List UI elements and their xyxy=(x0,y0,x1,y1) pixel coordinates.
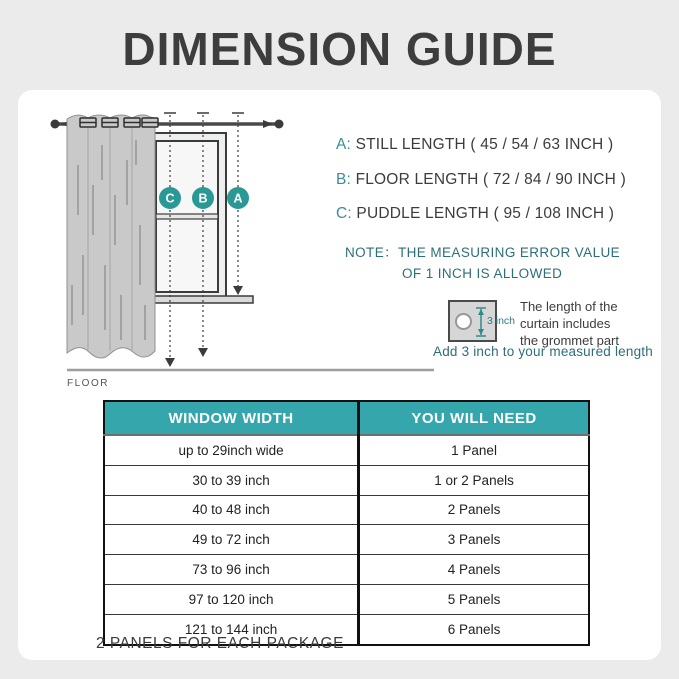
header-you-will-need: YOU WILL NEED xyxy=(359,401,589,435)
panels-cell: 5 Panels xyxy=(359,584,589,614)
table-row xyxy=(104,584,589,614)
panels-cell: 2 Panels xyxy=(359,495,589,525)
window-width-cell: up to 29inch wide xyxy=(104,435,359,465)
rod-arrow-right xyxy=(263,120,273,128)
marker-b-label: B xyxy=(198,191,208,206)
window-width-cell: 49 to 72 inch xyxy=(104,525,359,555)
note-label: NOTE： xyxy=(345,245,399,260)
window-width-cell: 40 to 48 inch xyxy=(104,495,359,525)
note-line-1 xyxy=(345,241,620,261)
panels-cell: 6 Panels xyxy=(359,614,589,644)
curtain-panel xyxy=(67,115,158,358)
marker-c-label: C xyxy=(165,191,175,206)
spec-c-letter: C: xyxy=(336,205,352,222)
grommet-desc-line-1: The length of the xyxy=(520,299,618,314)
grommet-desc-line-3: the grommet part xyxy=(520,333,619,348)
note-line-2: OF 1 INCH IS ALLOWED xyxy=(402,266,563,281)
rod-finial-right xyxy=(275,120,284,129)
window-sill xyxy=(144,296,253,303)
grommet-diagram xyxy=(448,300,516,342)
package-note: 2 PANELS FOR EACH PACKAGE xyxy=(96,635,344,652)
spec-still-length xyxy=(336,136,613,154)
grommet-hole-icon xyxy=(455,313,472,330)
spec-a-letter: A: xyxy=(336,136,352,153)
table-row xyxy=(104,435,589,465)
page-title: DIMENSION GUIDE xyxy=(122,23,557,75)
panels-cell: 4 Panels xyxy=(359,555,589,585)
spec-b-text: FLOOR LENGTH ( 72 / 84 / 90 INCH ) xyxy=(355,171,626,188)
spec-puddle-length xyxy=(336,205,614,223)
marker-a-label: A xyxy=(233,191,243,206)
panels-cell: 1 or 2 Panels xyxy=(359,465,589,495)
table-header-row xyxy=(104,401,589,435)
header-window-width: WINDOW WIDTH xyxy=(104,401,359,435)
floor-label: FLOOR xyxy=(67,378,109,389)
window-width-cell: 73 to 96 inch xyxy=(104,555,359,585)
panel-count-table xyxy=(103,400,590,646)
add-length-note: Add 3 inch to your measured length xyxy=(433,344,653,359)
grommet-size-label: 3 inch xyxy=(487,315,516,327)
window-width-cell: 97 to 120 inch xyxy=(104,584,359,614)
panels-cell: 3 Panels xyxy=(359,525,589,555)
measure-markers xyxy=(159,187,249,209)
table-row xyxy=(104,555,589,585)
spec-c-text: PUDDLE LENGTH ( 95 / 108 INCH ) xyxy=(356,205,615,222)
note-text-1: THE MEASURING ERROR VALUE xyxy=(398,245,621,260)
spec-floor-length xyxy=(336,171,626,189)
guide-card xyxy=(18,90,661,660)
spec-a-text: STILL LENGTH ( 45 / 54 / 63 INCH ) xyxy=(355,136,614,153)
window-width-cell: 121 to 144 inch xyxy=(104,614,359,644)
panels-cell: 1 Panel xyxy=(359,435,589,465)
grommet-description xyxy=(520,298,619,349)
table-row xyxy=(104,525,589,555)
window-illustration xyxy=(144,133,253,303)
spec-b-letter: B: xyxy=(336,171,352,188)
grommet-desc-line-2: curtain includes xyxy=(520,316,611,331)
window-width-cell: 30 to 39 inch xyxy=(104,465,359,495)
rod-finial-left xyxy=(51,120,60,129)
grommet-measure-arrow-icon xyxy=(475,303,487,341)
table-row xyxy=(104,465,589,495)
table-row xyxy=(104,495,589,525)
